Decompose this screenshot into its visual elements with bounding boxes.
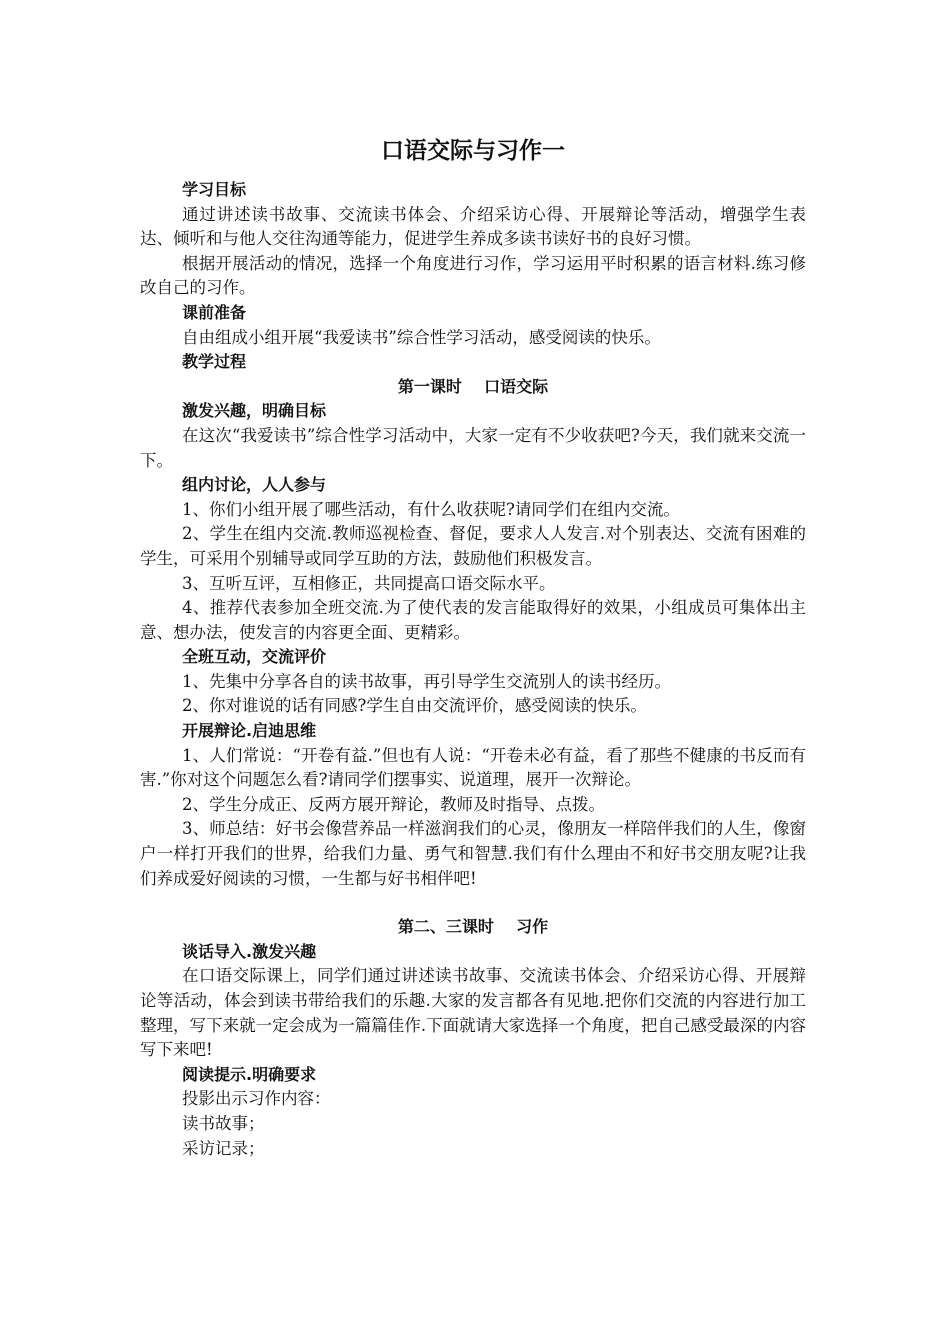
paragraph: 根据开展活动的情况，选择一个角度进行习作，学习运用平时积累的语言材料.练习修改自己的习作。: [140, 253, 806, 298]
lesson-title-1: 第一课时 口语交际: [397, 376, 549, 396]
list-item: 2、你对谁说的话有同感?学生自由交流评价，感受阅读的快乐。: [182, 696, 647, 716]
subsection-heading: 阅读提示.明确要求: [182, 1064, 317, 1084]
list-item: 3、师总结：好书会像营养品一样滋润我们的心灵，像朋友一样陪伴我们的人生，像窗户一样打开我们的世界，给我们力量、勇气和智慧.我们有什么理由不和好书交朋友呢?让我们养成爱好阅读的习惯，一生都与好书相伴吧!: [140, 819, 806, 888]
list-item: 2、学生分成正、反两方展开辩论，教师及时指导、点拨。: [182, 794, 605, 814]
spacer: [140, 891, 806, 915]
section-heading-prep: 课前准备: [182, 302, 247, 322]
subsection-heading: 激发兴趣，明确目标: [182, 401, 327, 421]
document-page: [140, 132, 806, 1161]
list-item: 3、互听互评，互相修正，共同提高口语交际水平。: [182, 573, 556, 593]
lesson-title-2: 第二、三课时 习作: [397, 917, 549, 937]
paragraph: 在口语交际课上，同学们通过讲述读书故事、交流读书体会、介绍采访心得、开展辩论等活动，体会到读书带给我们的乐趣.大家的发言都各有见地.把你们交流的内容进行加工整理，写下来就一定会成为一篇篇佳作.下面就请大家选择一个角度，把自己感受最深的内容写下来吧!: [140, 966, 806, 1060]
list-item: 1、你们小组开展了哪些活动，有什么收获呢?请同学们在组内交流。: [182, 499, 680, 519]
paragraph: 在这次“我爱读书”综合性学习活动中，大家一定有不少收获吧?今天，我们就来交流一下。: [140, 425, 806, 470]
subsection-heading: 谈话导入.激发兴趣: [182, 941, 317, 961]
subsection-heading: 全班互动，交流评价: [182, 647, 327, 667]
list-item: 2、学生在组内交流.教师巡视检查、督促，要求人人发言.对个别表达、交流有困难的学生，可采用个别辅导或同学互助的方法，鼓励他们积极发言。: [140, 524, 806, 568]
list-item: 4、推荐代表参加全班交流.为了使代表的发言能取得好的效果，小组成员可集体出主意、想办法，使发言的内容更全面、更精彩。: [140, 598, 806, 642]
subsection-heading: 组内讨论，人人参与: [182, 475, 327, 495]
paragraph: 自由组成小组开展“我爱读书”综合性学习活动，感受阅读的快乐。: [182, 327, 661, 347]
section-heading-process: 教学过程: [182, 352, 247, 372]
list-item: 投影出示习作内容：: [182, 1089, 331, 1109]
list-item: 读书故事；: [182, 1113, 265, 1133]
paragraph: 通过讲述读书故事、交流读书体会、介绍采访心得、开展辩论等活动，增强学生表达、倾听和与他人交往沟通等能力，促进学生养成多读书读好书的良好习惯。: [140, 204, 806, 249]
subsection-heading: 开展辩论.启迪思维: [182, 721, 317, 741]
list-item: 1、先集中分享各自的读书故事，再引导学生交流别人的读书经历。: [182, 671, 671, 691]
list-item: 采访记录；: [182, 1138, 265, 1158]
list-item: 1、人们常说：“开卷有益.”但也有人说：“开卷未必有益，看了那些不健康的书反而有害.”你对这个问题怎么看?请同学们摆事实、说道理，展开一次辩论。: [140, 745, 806, 790]
document-title: 口语交际与习作一: [381, 137, 565, 164]
section-heading-goal: 学习目标: [182, 180, 247, 199]
